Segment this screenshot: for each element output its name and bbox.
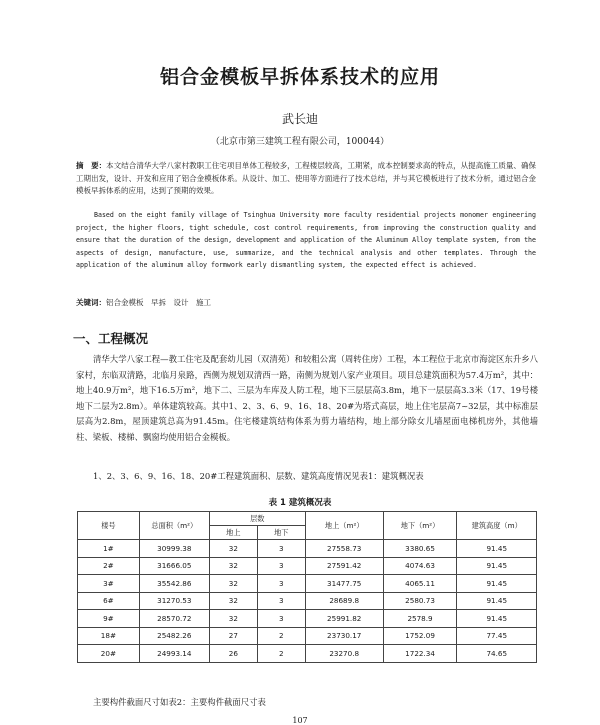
table-cell: 91.45: [457, 540, 537, 558]
table-cell: 3380.65: [383, 540, 457, 558]
table-cell: 27558.73: [305, 540, 383, 558]
table-cell: 91.45: [457, 557, 537, 575]
table-cell: 2578.9: [383, 610, 457, 628]
col-header-area-above: 地上（m²）: [305, 512, 383, 540]
table-cell: 4074.63: [383, 557, 457, 575]
table-cell: 23270.8: [305, 645, 383, 663]
table-cell: 2580.73: [383, 592, 457, 610]
table-cell: 3: [257, 575, 305, 593]
table-cell: 77.45: [457, 627, 537, 645]
section-paragraph: 清华大学八家工程—教工住宅及配套幼儿园（双清苑）和较粗公寓（周转住房）工程，本工程位于北京市海淀区东升乡八家村，东临双清路，北临月泉路，西侧为规划双清西一路，南侧为规划八家产业项目。项目总建筑面积为57.4万m²，其中：地上40.9万m²，地下16.5万m²，地下二、三层为车库及人防工程，地下三层层高3.8m，地下一层层高3.3米（17、19号楼地下二层为2.8m）。单体建筑较高。其中1、2、3、6、9、16、18、20#为塔式高层，地上住宅层高7~32层，其中标准层层高为2.8m，屋顶建筑总高为91.45m。住宅楼建筑结构体系为剪力墙结构，地上部分除女儿墙屋面电梯机房外，其他墙柱、梁板、楼梯、飘窗均使用铝合金模板。: [76, 354, 538, 442]
table-cell: 3: [257, 592, 305, 610]
table-row: [78, 627, 537, 645]
col-header-floors-below: 地下: [257, 526, 305, 540]
table-cell: 91.45: [457, 610, 537, 628]
abstract-label: 摘 要：: [76, 161, 107, 170]
table-cell: 24993.14: [139, 645, 209, 663]
table-cell: 18#: [78, 627, 140, 645]
table-cell: 9#: [78, 610, 140, 628]
table-row: [78, 575, 537, 593]
table-cell: 27591.42: [305, 557, 383, 575]
table-cell: 31666.05: [139, 557, 209, 575]
keywords-text: 铝合金模板 早拆 设计 施工: [106, 298, 211, 307]
table-cell: 91.45: [457, 575, 537, 593]
section-heading: 一、工程概况: [73, 331, 149, 346]
table-cell: 25991.82: [305, 610, 383, 628]
table-cell: 4065.11: [383, 575, 457, 593]
table-caption: 表 1 建筑概况表: [268, 498, 332, 508]
table-cell: 20#: [78, 645, 140, 663]
table-cell: 3#: [78, 575, 140, 593]
col-header-height: 建筑高度（m）: [457, 512, 537, 540]
table-cell: 3: [257, 557, 305, 575]
table-cell: 26: [209, 645, 257, 663]
abstract-english: Based on the eight family village of Tsinghua University more faculty residential projects monomer engineering project, the higher floors, tight schedule, cost control requirements, from improving the construction quality and ensure that the duration of the design, development and application of the Aluminum Alloy template system, from the aspects of design, manufacture, use, summarize, and the technical analysis and other templates. Through the application of the aluminum alloy formwork early dismantling system, the expected effect is achieved.: [76, 211, 536, 269]
table-cell: 6#: [78, 592, 140, 610]
keywords-label: 关键词：: [76, 298, 106, 307]
col-header-building: 楼号: [78, 512, 140, 540]
table-row: [78, 592, 537, 610]
abstract-chinese-text: 本文结合清华大学八家村教职工住宅项目单体工程较多，工程楼层较高，工期紧，成本控制要求高的特点，从提高施工质量、确保工期出发，设计、开发和应用了铝合金模板体系。从设计、加工、使用等方面进行了技术总结，并与其它模板进行了技术分析，通过铝合金模板早拆体系的应用，达到了预期的效果。: [76, 161, 537, 195]
table-cell: 91.45: [457, 592, 537, 610]
page-number: 107: [292, 716, 308, 725]
col-header-floors: 层数: [209, 512, 305, 526]
table-cell: 28570.72: [139, 610, 209, 628]
abstract-chinese: [76, 160, 536, 198]
table-row: [78, 610, 537, 628]
table-cell: 30999.38: [139, 540, 209, 558]
table-cell: 35542.86: [139, 575, 209, 593]
table-cell: 28689.8: [305, 592, 383, 610]
table-cell: 1752.09: [383, 627, 457, 645]
table-cell: 23730.17: [305, 627, 383, 645]
building-overview-table: [77, 511, 537, 663]
paper-title: 铝合金模板早拆体系技术的应用: [159, 66, 440, 88]
table-cell: 25482.26: [139, 627, 209, 645]
table-intro-line: 1、2、3、6、9、16、18、20#工程建筑面积、层数、建筑高度情况见表1：建筑概况表: [93, 471, 424, 481]
col-header-total-area: 总面积（m²）: [139, 512, 209, 540]
table-cell: 27: [209, 627, 257, 645]
table-2-reference: 主要构件截面尺寸如表2：主要构件截面尺寸表: [93, 697, 266, 707]
author-affiliation: （北京市第三建筑工程有限公司，100044）: [210, 137, 390, 147]
table-cell: 31270.53: [139, 592, 209, 610]
table-cell: 2: [257, 627, 305, 645]
table-cell: 2#: [78, 557, 140, 575]
table-cell: 3: [257, 540, 305, 558]
table-cell: 31477.75: [305, 575, 383, 593]
table-cell: 32: [209, 575, 257, 593]
author-name: 武长迪: [281, 112, 318, 126]
table-cell: 2: [257, 645, 305, 663]
col-header-floors-above: 地上: [209, 526, 257, 540]
table-cell: 32: [209, 557, 257, 575]
table-cell: 32: [209, 592, 257, 610]
table-row: [78, 645, 537, 663]
table-cell: 32: [209, 540, 257, 558]
table-row: [78, 540, 537, 558]
table-cell: 74.65: [457, 645, 537, 663]
table-row: [78, 557, 537, 575]
col-header-area-below: 地下（m²）: [383, 512, 457, 540]
table-cell: 1#: [78, 540, 140, 558]
table-cell: 32: [209, 610, 257, 628]
table-cell: 3: [257, 610, 305, 628]
keywords: [76, 297, 536, 308]
table-cell: 1722.34: [383, 645, 457, 663]
